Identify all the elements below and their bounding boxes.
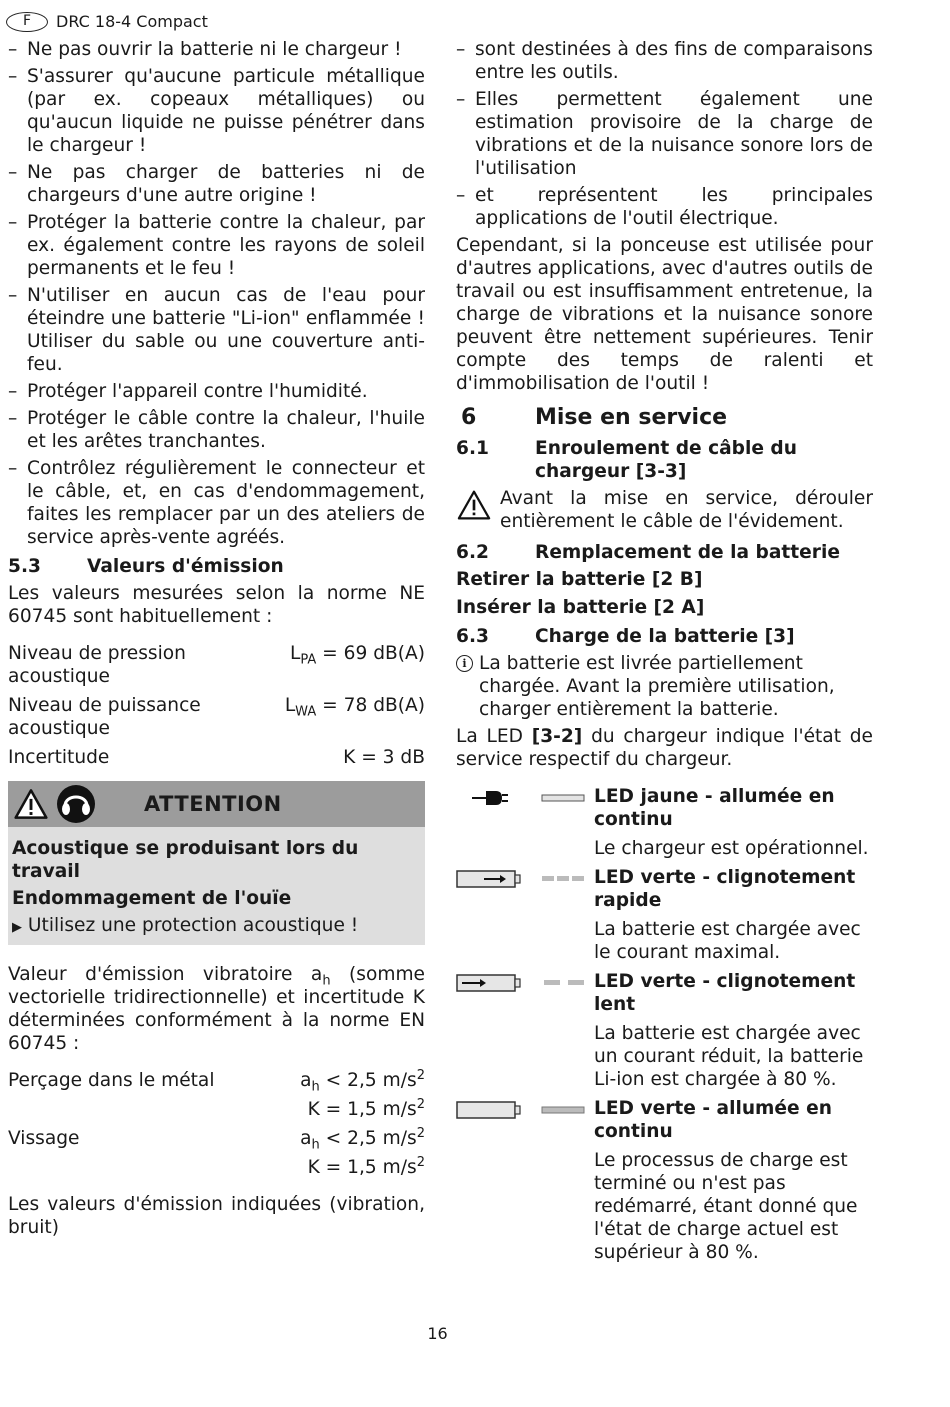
led-status-description: La batterie est chargée avec le courant maximal. <box>594 919 861 963</box>
led-status-title: LED verte - clignotement rapide <box>594 867 856 911</box>
uncertainty-label: Incertitude <box>8 747 110 768</box>
section-heading-5-3: 5.3 Valeurs d'émission <box>8 556 284 577</box>
led-intro: La LED [3-2] du chargeur indique l'état de service respectif du chargeur. <box>456 726 873 770</box>
drilling-value: $a_h < 2,5$ $m/s^2$ K = 1,5 $m/s^2$ <box>300 1067 425 1120</box>
attention-header <box>8 781 425 827</box>
right-column <box>456 38 873 1270</box>
led-status-title: LED verte - allumée en continu <box>594 1098 832 1142</box>
table-row <box>8 1069 425 1127</box>
led-status-title: LED jaune - allumée en continu <box>594 786 835 830</box>
vibration-values-table <box>8 1069 425 1185</box>
led-row-green-fast <box>456 866 873 964</box>
left-column <box>8 38 425 1243</box>
table-row <box>8 1127 425 1185</box>
led-status-description: Le processus de charge est terminé ou n'est pas redémarré, étant donné que l'état de charge actuel est supérieur à 80 %. <box>594 1150 858 1263</box>
table-row <box>8 746 425 775</box>
attention-body <box>8 827 425 945</box>
table-row <box>8 642 425 694</box>
section-heading-6-3: 6.3 Charge de la batterie [3] <box>456 626 795 647</box>
attention-hazard: Acoustique se produisant lors du travail <box>12 838 359 882</box>
arrow-right-icon: ▶ <box>12 920 22 935</box>
attention-title: ATTENTION <box>144 791 282 816</box>
vibration-intro: Valeur d'émission vibratoire $a_h$ (somme vectorielle tridirectionnelle) et incertitude K déterminées conformément à la norme EN 60745 : <box>8 964 425 1054</box>
attention-action: ▶ Utilisez une protection acoustique ! <box>12 915 359 936</box>
remove-battery-heading: Retirer la batterie [2 B] <box>456 569 703 590</box>
noise-values-table <box>8 642 425 775</box>
language-badge: F <box>6 12 48 32</box>
page-number: 16 <box>427 1324 448 1343</box>
list-item: – sont destinées à des fins de comparaisons entre les outils. <box>456 38 873 84</box>
battery-fast-blink-icon <box>456 868 586 890</box>
led-status-description: Le chargeur est opérationnel. <box>594 838 869 859</box>
screwing-value: $a_h < 2,5$ $m/s^2$ K = 1,5 $m/s^2$ <box>300 1125 425 1178</box>
battery-slow-blink-icon <box>456 972 586 994</box>
info-icon: i <box>456 655 473 672</box>
list-item: – N'utiliser en aucun cas de l'eau pour éteindre une batterie "Li-ion" enflammée ! Utiliser du sable ou une couverture anti-feu. <box>8 284 425 376</box>
emission-closing: Les valeurs d'émission indiquées (vibration, bruit) <box>8 1194 425 1238</box>
section-heading-6-2: 6.2 Remplacement de la batterie <box>456 542 840 563</box>
cable-warning: Avant la mise en service, dérouler entièrement le câble de l'évidement. <box>456 487 873 533</box>
led-row-green-solid <box>456 1097 873 1264</box>
page-header <box>6 10 208 33</box>
list-item: – Protéger l'appareil contre l'humidité. <box>8 380 425 403</box>
emission-intro: Les valeurs mesurées selon la norme NE 60745 sont habituellement : <box>8 583 425 627</box>
hearing-protection-icon <box>56 784 96 824</box>
list-item: – S'assurer qu'aucune particule métallique (par ex. copeaux métalliques) ou qu'aucun liquide ne puisse pénétrer dans le chargeur ! <box>8 65 425 157</box>
section-heading-6-1: 6.1 Enroulement de câble du chargeur [3-3] <box>456 438 797 482</box>
led-status-description: La batterie est chargée avec un courant réduit, la batterie Li-ion est chargée à 80 %. <box>594 1023 864 1090</box>
pressure-label: Niveau de pression acoustique <box>8 643 186 687</box>
led-row-green-slow <box>456 970 873 1091</box>
usage-note: Cependant, si la ponceuse est utilisée pour d'autres applications, avec d'autres outils de travail ou est insuffisamment entretenue, la charge de vibrations et la nuisance sonore peuvent être nettement supérieures. Tenir compte des temps de ralenti et d'immobilisation de l'outil ! <box>456 235 873 394</box>
list-item: – Protéger le câble contre la chaleur, l'huile et les arêtes tranchantes. <box>8 407 425 453</box>
list-item: – Protéger la batterie contre la chaleur, par ex. également contre les rayons de soleil permanents et le feu ! <box>8 211 425 280</box>
battery-full-icon <box>456 1099 586 1121</box>
list-item: – Ne pas ouvrir la batterie ni le chargeur ! <box>8 38 425 61</box>
safety-list <box>8 38 425 549</box>
list-item: – Contrôlez régulièrement le connecteur et le câble, et, en cas d'endommagement, faites les remplacer par un des ateliers de service après-vente agréés. <box>8 457 425 549</box>
insert-battery-heading: Insérer la batterie [2 A] <box>456 597 705 618</box>
list-item: – et représentent les principales applications de l'outil électrique. <box>456 184 873 230</box>
table-row <box>8 694 425 746</box>
document-title: DRC 18-4 Compact <box>56 12 208 31</box>
attention-box <box>8 781 425 945</box>
section-heading-6: 6 Mise en service <box>461 405 728 430</box>
warning-triangle-icon <box>456 489 492 521</box>
drilling-label: Perçage dans le métal <box>8 1070 215 1091</box>
power-label: Niveau de puissance acoustique <box>8 695 201 739</box>
led-row-yellow <box>456 785 873 860</box>
plug-led-solid-icon <box>456 787 586 809</box>
led-status-title: LED verte - clignotement lent <box>594 971 856 1015</box>
charge-info: i La batterie est livrée partiellement chargée. Avant la première utilisation, charger entièrement la batterie. <box>456 652 873 721</box>
uncertainty-value: K = 3 dB <box>343 747 425 768</box>
list-item: – Ne pas charger de batteries ni de chargeurs d'une autre origine ! <box>8 161 425 207</box>
warning-triangle-icon <box>14 787 48 821</box>
screwing-label: Vissage <box>8 1128 80 1149</box>
list-item: – Elles permettent également une estimation provisoire de la charge de vibrations et de la nuisance sonore lors de l'utilisation <box>456 88 873 180</box>
pressure-value: $L_{PA} = 69$ dB(A) <box>289 643 425 668</box>
attention-consequence: Endommagement de l'ouïe <box>12 888 292 909</box>
emission-notes-list <box>456 38 873 230</box>
power-value: $L_{WA} = 78$ dB(A) <box>284 695 425 720</box>
